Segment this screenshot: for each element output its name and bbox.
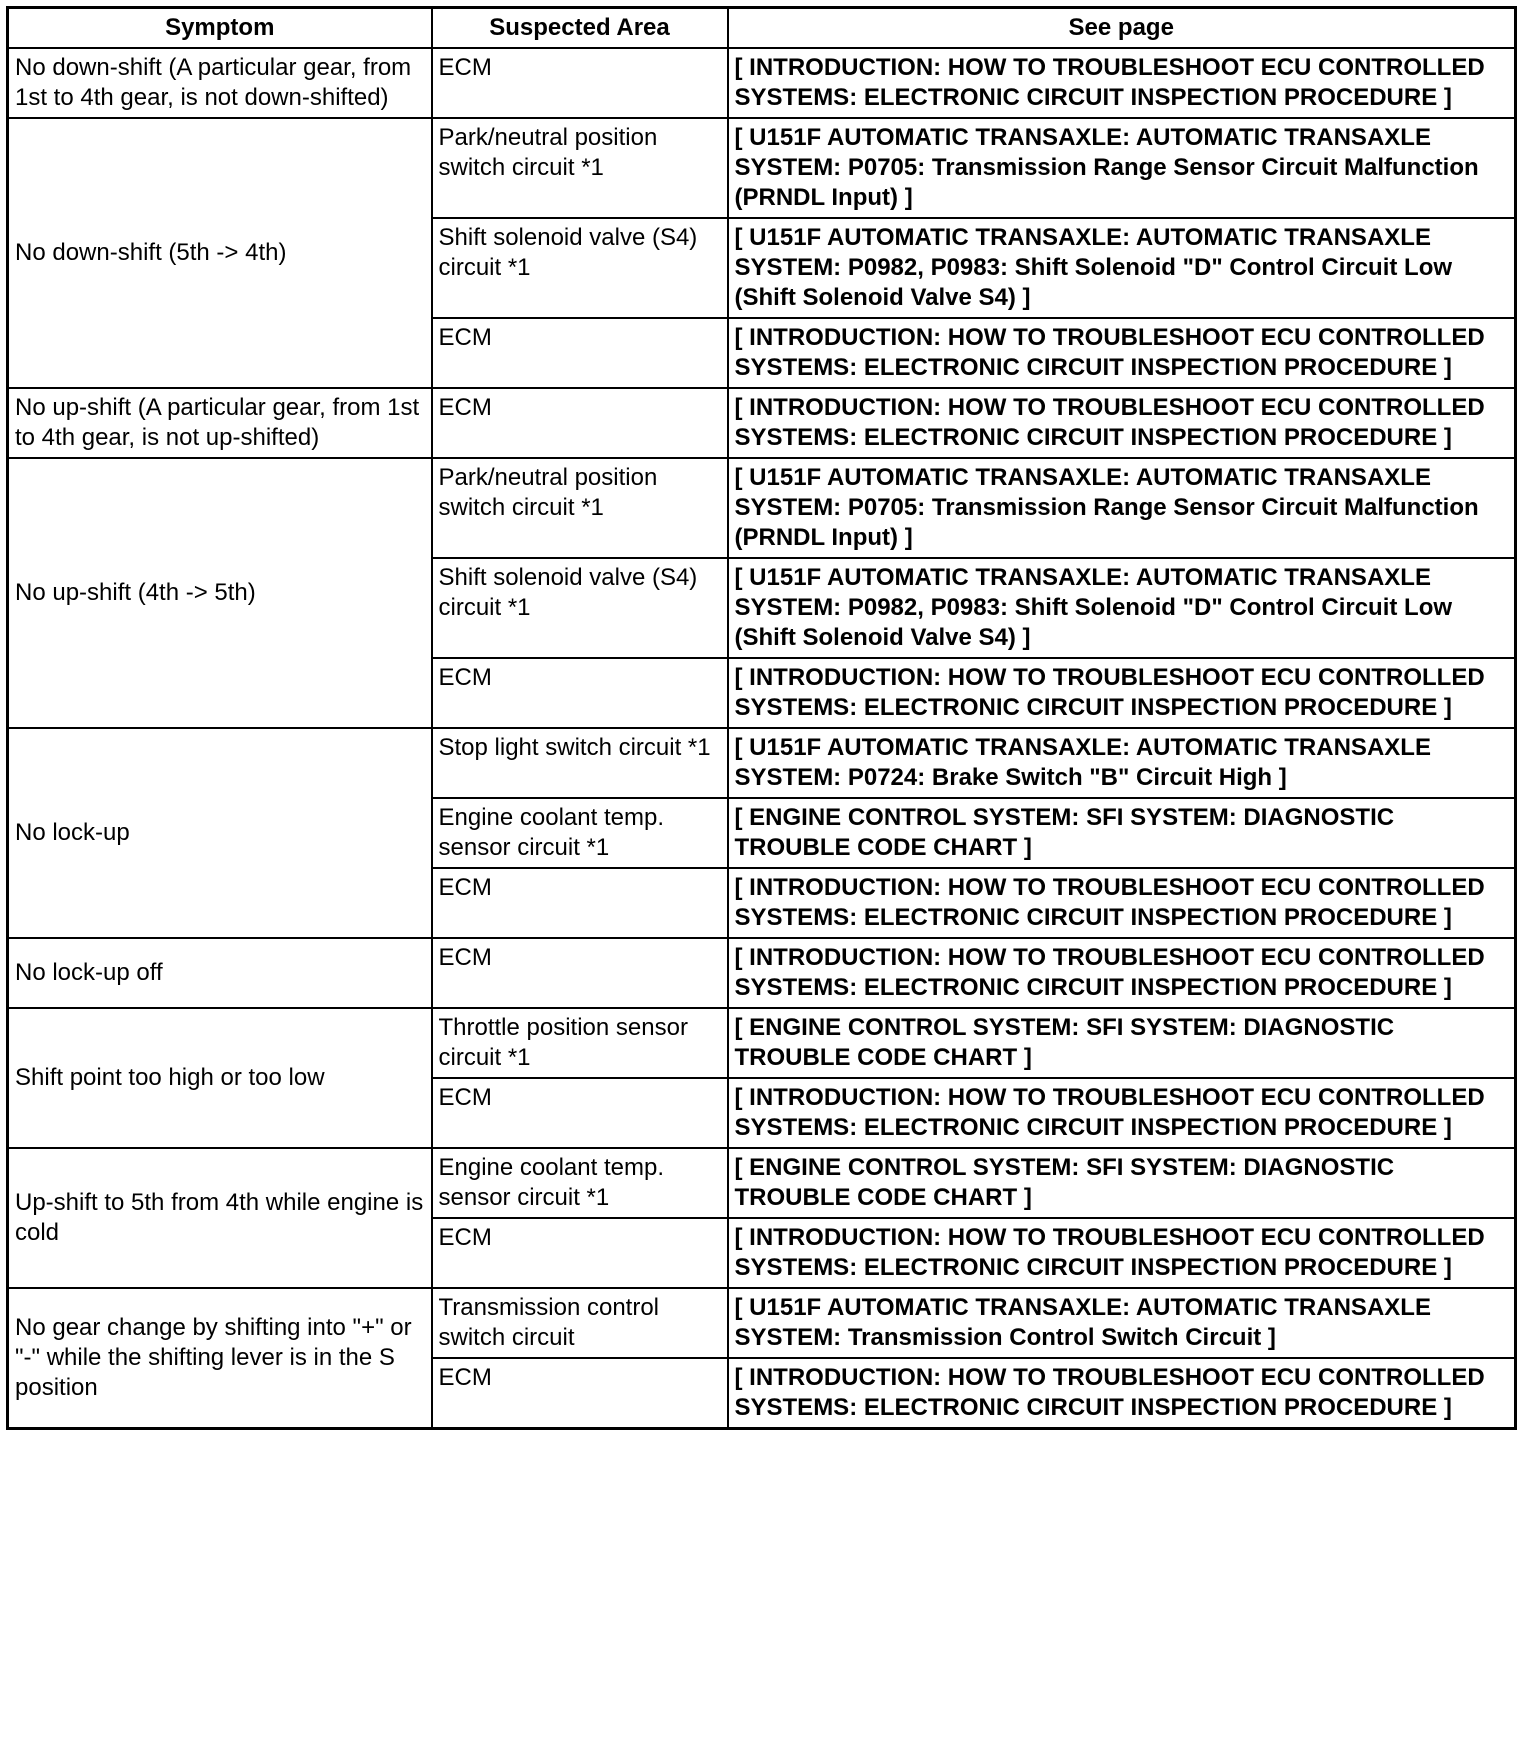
symptom-cell: Up-shift to 5th from 4th while engine is cold xyxy=(8,1148,432,1288)
see-page-reference-cell: [ U151F AUTOMATIC TRANSAXLE: AUTOMATIC TRANSAXLE SYSTEM: P0705: Transmission Range Sensor Circuit Malfunction (PRNDL Input) ] xyxy=(728,458,1516,558)
symptom-cell: No down-shift (5th -> 4th) xyxy=(8,118,432,388)
see-page-reference-cell: [ INTRODUCTION: HOW TO TROUBLESHOOT ECU CONTROLLED SYSTEMS: ELECTRONIC CIRCUIT INSPECTION PROCEDURE ] xyxy=(728,48,1516,118)
suspected-area-cell: ECM xyxy=(432,1358,728,1429)
see-page-reference-cell: [ INTRODUCTION: HOW TO TROUBLESHOOT ECU CONTROLLED SYSTEMS: ELECTRONIC CIRCUIT INSPECTION PROCEDURE ] xyxy=(728,1358,1516,1429)
suspected-area-cell: Shift solenoid valve (S4) circuit *1 xyxy=(432,218,728,318)
suspected-area-cell: Engine coolant temp. sensor circuit *1 xyxy=(432,1148,728,1218)
suspected-area-cell: ECM xyxy=(432,868,728,938)
see-page-reference-cell: [ INTRODUCTION: HOW TO TROUBLESHOOT ECU CONTROLLED SYSTEMS: ELECTRONIC CIRCUIT INSPECTION PROCEDURE ] xyxy=(728,658,1516,728)
see-page-reference-cell: [ U151F AUTOMATIC TRANSAXLE: AUTOMATIC TRANSAXLE SYSTEM: P0982, P0983: Shift Solenoid "D" Control Circuit Low (Shift Solenoid Valve S4) ] xyxy=(728,218,1516,318)
see-page-reference-cell: [ INTRODUCTION: HOW TO TROUBLESHOOT ECU CONTROLLED SYSTEMS: ELECTRONIC CIRCUIT INSPECTION PROCEDURE ] xyxy=(728,1218,1516,1288)
suspected-area-cell: Park/neutral position switch circuit *1 xyxy=(432,118,728,218)
suspected-area-cell: Engine coolant temp. sensor circuit *1 xyxy=(432,798,728,868)
table-row xyxy=(8,1008,1516,1078)
table-row xyxy=(8,458,1516,558)
table-row xyxy=(8,118,1516,218)
suspected-area-cell: ECM xyxy=(432,48,728,118)
table-row xyxy=(8,938,1516,1008)
suspected-area-cell: Stop light switch circuit *1 xyxy=(432,728,728,798)
troubleshooting-table xyxy=(6,6,1517,1430)
suspected-area-cell: ECM xyxy=(432,388,728,458)
symptom-cell: No gear change by shifting into "+" or "-" while the shifting lever is in the S position xyxy=(8,1288,432,1429)
troubleshooting-table-container xyxy=(6,6,1514,1430)
see-page-reference-cell: [ INTRODUCTION: HOW TO TROUBLESHOOT ECU CONTROLLED SYSTEMS: ELECTRONIC CIRCUIT INSPECTION PROCEDURE ] xyxy=(728,938,1516,1008)
suspected-area-cell: Throttle position sensor circuit *1 xyxy=(432,1008,728,1078)
see-page-reference-cell: [ U151F AUTOMATIC TRANSAXLE: AUTOMATIC TRANSAXLE SYSTEM: P0982, P0983: Shift Solenoid "D" Control Circuit Low (Shift Solenoid Valve S4) ] xyxy=(728,558,1516,658)
symptom-cell: No up-shift (4th -> 5th) xyxy=(8,458,432,728)
see-page-reference-cell: [ INTRODUCTION: HOW TO TROUBLESHOOT ECU CONTROLLED SYSTEMS: ELECTRONIC CIRCUIT INSPECTION PROCEDURE ] xyxy=(728,1078,1516,1148)
table-header-row xyxy=(8,8,1516,49)
table-row xyxy=(8,1148,1516,1218)
suspected-area-cell: ECM xyxy=(432,1218,728,1288)
see-page-reference-cell: [ INTRODUCTION: HOW TO TROUBLESHOOT ECU CONTROLLED SYSTEMS: ELECTRONIC CIRCUIT INSPECTION PROCEDURE ] xyxy=(728,868,1516,938)
symptom-cell: No lock-up off xyxy=(8,938,432,1008)
see-page-reference-cell: [ U151F AUTOMATIC TRANSAXLE: AUTOMATIC TRANSAXLE SYSTEM: P0724: Brake Switch "B" Circuit High ] xyxy=(728,728,1516,798)
suspected-area-cell: ECM xyxy=(432,318,728,388)
table-row xyxy=(8,728,1516,798)
symptom-cell: No down-shift (A particular gear, from 1st to 4th gear, is not down-shifted) xyxy=(8,48,432,118)
see-page-reference-cell: [ INTRODUCTION: HOW TO TROUBLESHOOT ECU CONTROLLED SYSTEMS: ELECTRONIC CIRCUIT INSPECTION PROCEDURE ] xyxy=(728,388,1516,458)
see-page-reference-cell: [ U151F AUTOMATIC TRANSAXLE: AUTOMATIC TRANSAXLE SYSTEM: P0705: Transmission Range Sensor Circuit Malfunction (PRNDL Input) ] xyxy=(728,118,1516,218)
symptom-cell: No lock-up xyxy=(8,728,432,938)
header-see-page: See page xyxy=(728,8,1516,49)
suspected-area-cell: ECM xyxy=(432,938,728,1008)
symptom-cell: Shift point too high or too low xyxy=(8,1008,432,1148)
header-suspected-area: Suspected Area xyxy=(432,8,728,49)
table-row xyxy=(8,388,1516,458)
suspected-area-cell: Park/neutral position switch circuit *1 xyxy=(432,458,728,558)
see-page-reference-cell: [ ENGINE CONTROL SYSTEM: SFI SYSTEM: DIAGNOSTIC TROUBLE CODE CHART ] xyxy=(728,798,1516,868)
suspected-area-cell: Shift solenoid valve (S4) circuit *1 xyxy=(432,558,728,658)
see-page-reference-cell: [ ENGINE CONTROL SYSTEM: SFI SYSTEM: DIAGNOSTIC TROUBLE CODE CHART ] xyxy=(728,1148,1516,1218)
see-page-reference-cell: [ ENGINE CONTROL SYSTEM: SFI SYSTEM: DIAGNOSTIC TROUBLE CODE CHART ] xyxy=(728,1008,1516,1078)
table-row xyxy=(8,48,1516,118)
header-symptom: Symptom xyxy=(8,8,432,49)
symptom-cell: No up-shift (A particular gear, from 1st to 4th gear, is not up-shifted) xyxy=(8,388,432,458)
suspected-area-cell: ECM xyxy=(432,1078,728,1148)
table-row xyxy=(8,1288,1516,1358)
table-body xyxy=(8,48,1516,1429)
see-page-reference-cell: [ INTRODUCTION: HOW TO TROUBLESHOOT ECU CONTROLLED SYSTEMS: ELECTRONIC CIRCUIT INSPECTION PROCEDURE ] xyxy=(728,318,1516,388)
see-page-reference-cell: [ U151F AUTOMATIC TRANSAXLE: AUTOMATIC TRANSAXLE SYSTEM: Transmission Control Switch Circuit ] xyxy=(728,1288,1516,1358)
suspected-area-cell: Transmission control switch circuit xyxy=(432,1288,728,1358)
suspected-area-cell: ECM xyxy=(432,658,728,728)
